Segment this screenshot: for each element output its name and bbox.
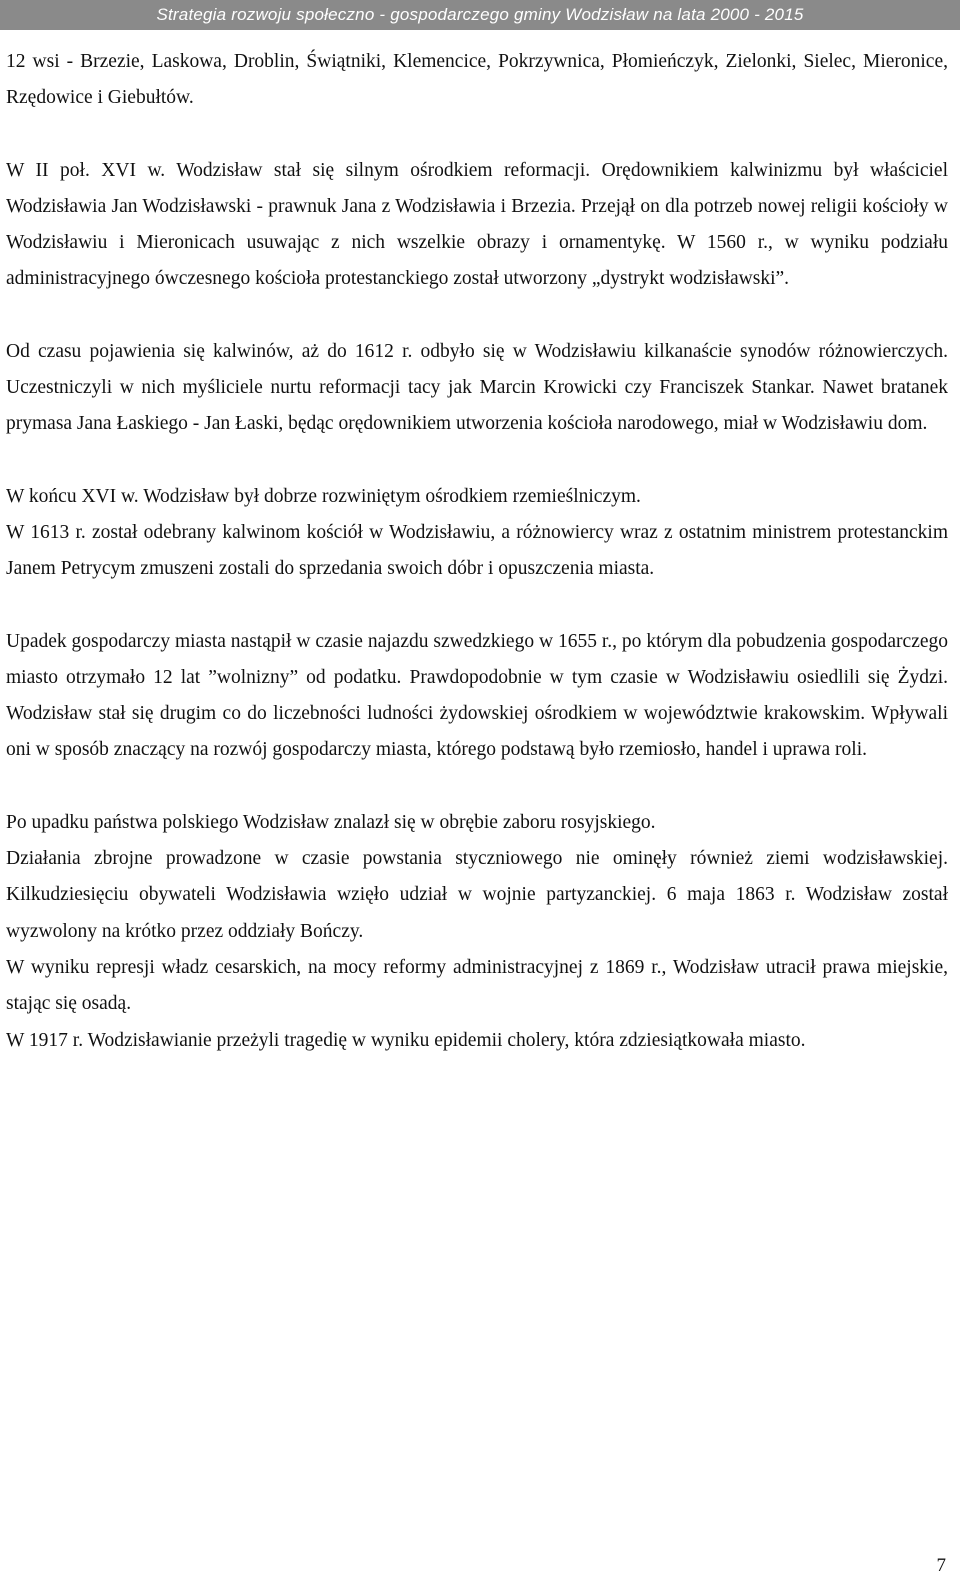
page-header xyxy=(0,0,960,30)
paragraph-cholera: W 1917 r. Wodzisławianie przeżyli tragedię w wyniku epidemii cholery, która zdziesiątkowała miasto. xyxy=(6,1029,806,1051)
paragraph-synods: Od czasu pojawienia się kalwinów, aż do 1612 r. odbyło się w Wodzisławiu kilkanaście synodów różnowierczych. Uczestniczyli w nich myśliciele nurtu reformacji tacy jak Marcin Krowicki czy Franciszek Stankar. Nawet bratanek prymasa Jana Łaskiego - Jan Łaski, będąc orędownikiem utworzenia kościoła narodowego, miał w Wodzisławiu dom. xyxy=(6,340,948,435)
paragraph-villages: 12 wsi - Brzezie, Laskowa, Droblin, Świątniki, Klemencice, Pokrzywnica, Płomieńczyk, Zielonki, Sielec, Mieronice, Rzędowice i Giebułtów. xyxy=(6,51,948,109)
document-body xyxy=(6,44,948,1059)
paragraph-economic-decline: Upadek gospodarczy miasta nastąpił w czasie najazdu szwedzkiego w 1655 r., po którym dla pobudzenia gospodarczego miasto otrzymało 12 lat ”wolnizny” od podatku. Prawdopodobnie w tym czasie w Wodzisławiu osiedlili się Żydzi. Wodzisław stał się drugim co do liczebności ludności żydowskiej ośrodkiem w województwie krakowskim. Wpływali oni w sposób znaczący na rozwój gospodarczy miasta, którego podstawą było rzemiosło, handel i uprawa roli. xyxy=(6,630,948,761)
paragraph-spacer xyxy=(6,769,948,805)
paragraph-repressions: W wyniku represji władz cesarskich, na mocy reformy administracyjnej z 1869 r., Wodzisław utracił prawa miejskie, stając się osadą. xyxy=(6,956,948,1015)
paragraph-spacer xyxy=(6,443,948,479)
paragraph-partition: Po upadku państwa polskiego Wodzisław znalazł się w obrębie zaboru rosyjskiego. xyxy=(6,811,656,833)
header-title: Strategia rozwoju społeczno - gospodarczego gminy Wodzisław na lata 2000 - 2015 xyxy=(156,5,804,24)
page-number: 7 xyxy=(936,1555,946,1576)
paragraph-crafts: W końcu XVI w. Wodzisław był dobrze rozwiniętym ośrodkiem rzemieślniczym. xyxy=(6,485,641,507)
paragraph-uprising: Działania zbrojne prowadzone w czasie powstania styczniowego nie ominęły również ziemi wodzisławskiej. Kilkudziesięciu obywateli Wodzisławia wzięło udział w wojnie partyzanckiej. 6 maja 1863 r. Wodzisław został wyzwolony na krótko przez oddziały Bończy. xyxy=(6,848,948,942)
paragraph-reformation: W II poł. XVI w. Wodzisław stał się silnym ośrodkiem reformacji. Orędownikiem kalwinizmu był właściciel Wodzisławia Jan Wodzisławski - prawnuk Jana z Wodzisławia i Brzezia. Przejął on dla potrzeb nowej religii kościoły w Wodzisławiu i Mieronicach usuwając z nich wszelkie obrazy i ornamentykę. W 1560 r., w wyniku podziału administracyjnego ówczesnego kościoła protestanckiego został utworzony „dystrykt wodzisławski”. xyxy=(6,159,948,290)
paragraph-church-taken: W 1613 r. został odebrany kalwinom kościół w Wodzisławiu, a różnowiercy wraz z ostatnim ministrem protestanckim Janem Petrycym zmuszeni zostali do sprzedania swoich dóbr i opuszczenia miasta. xyxy=(6,521,948,580)
paragraph-spacer xyxy=(6,298,948,334)
paragraph-spacer xyxy=(6,588,948,624)
paragraph-spacer xyxy=(6,117,948,153)
